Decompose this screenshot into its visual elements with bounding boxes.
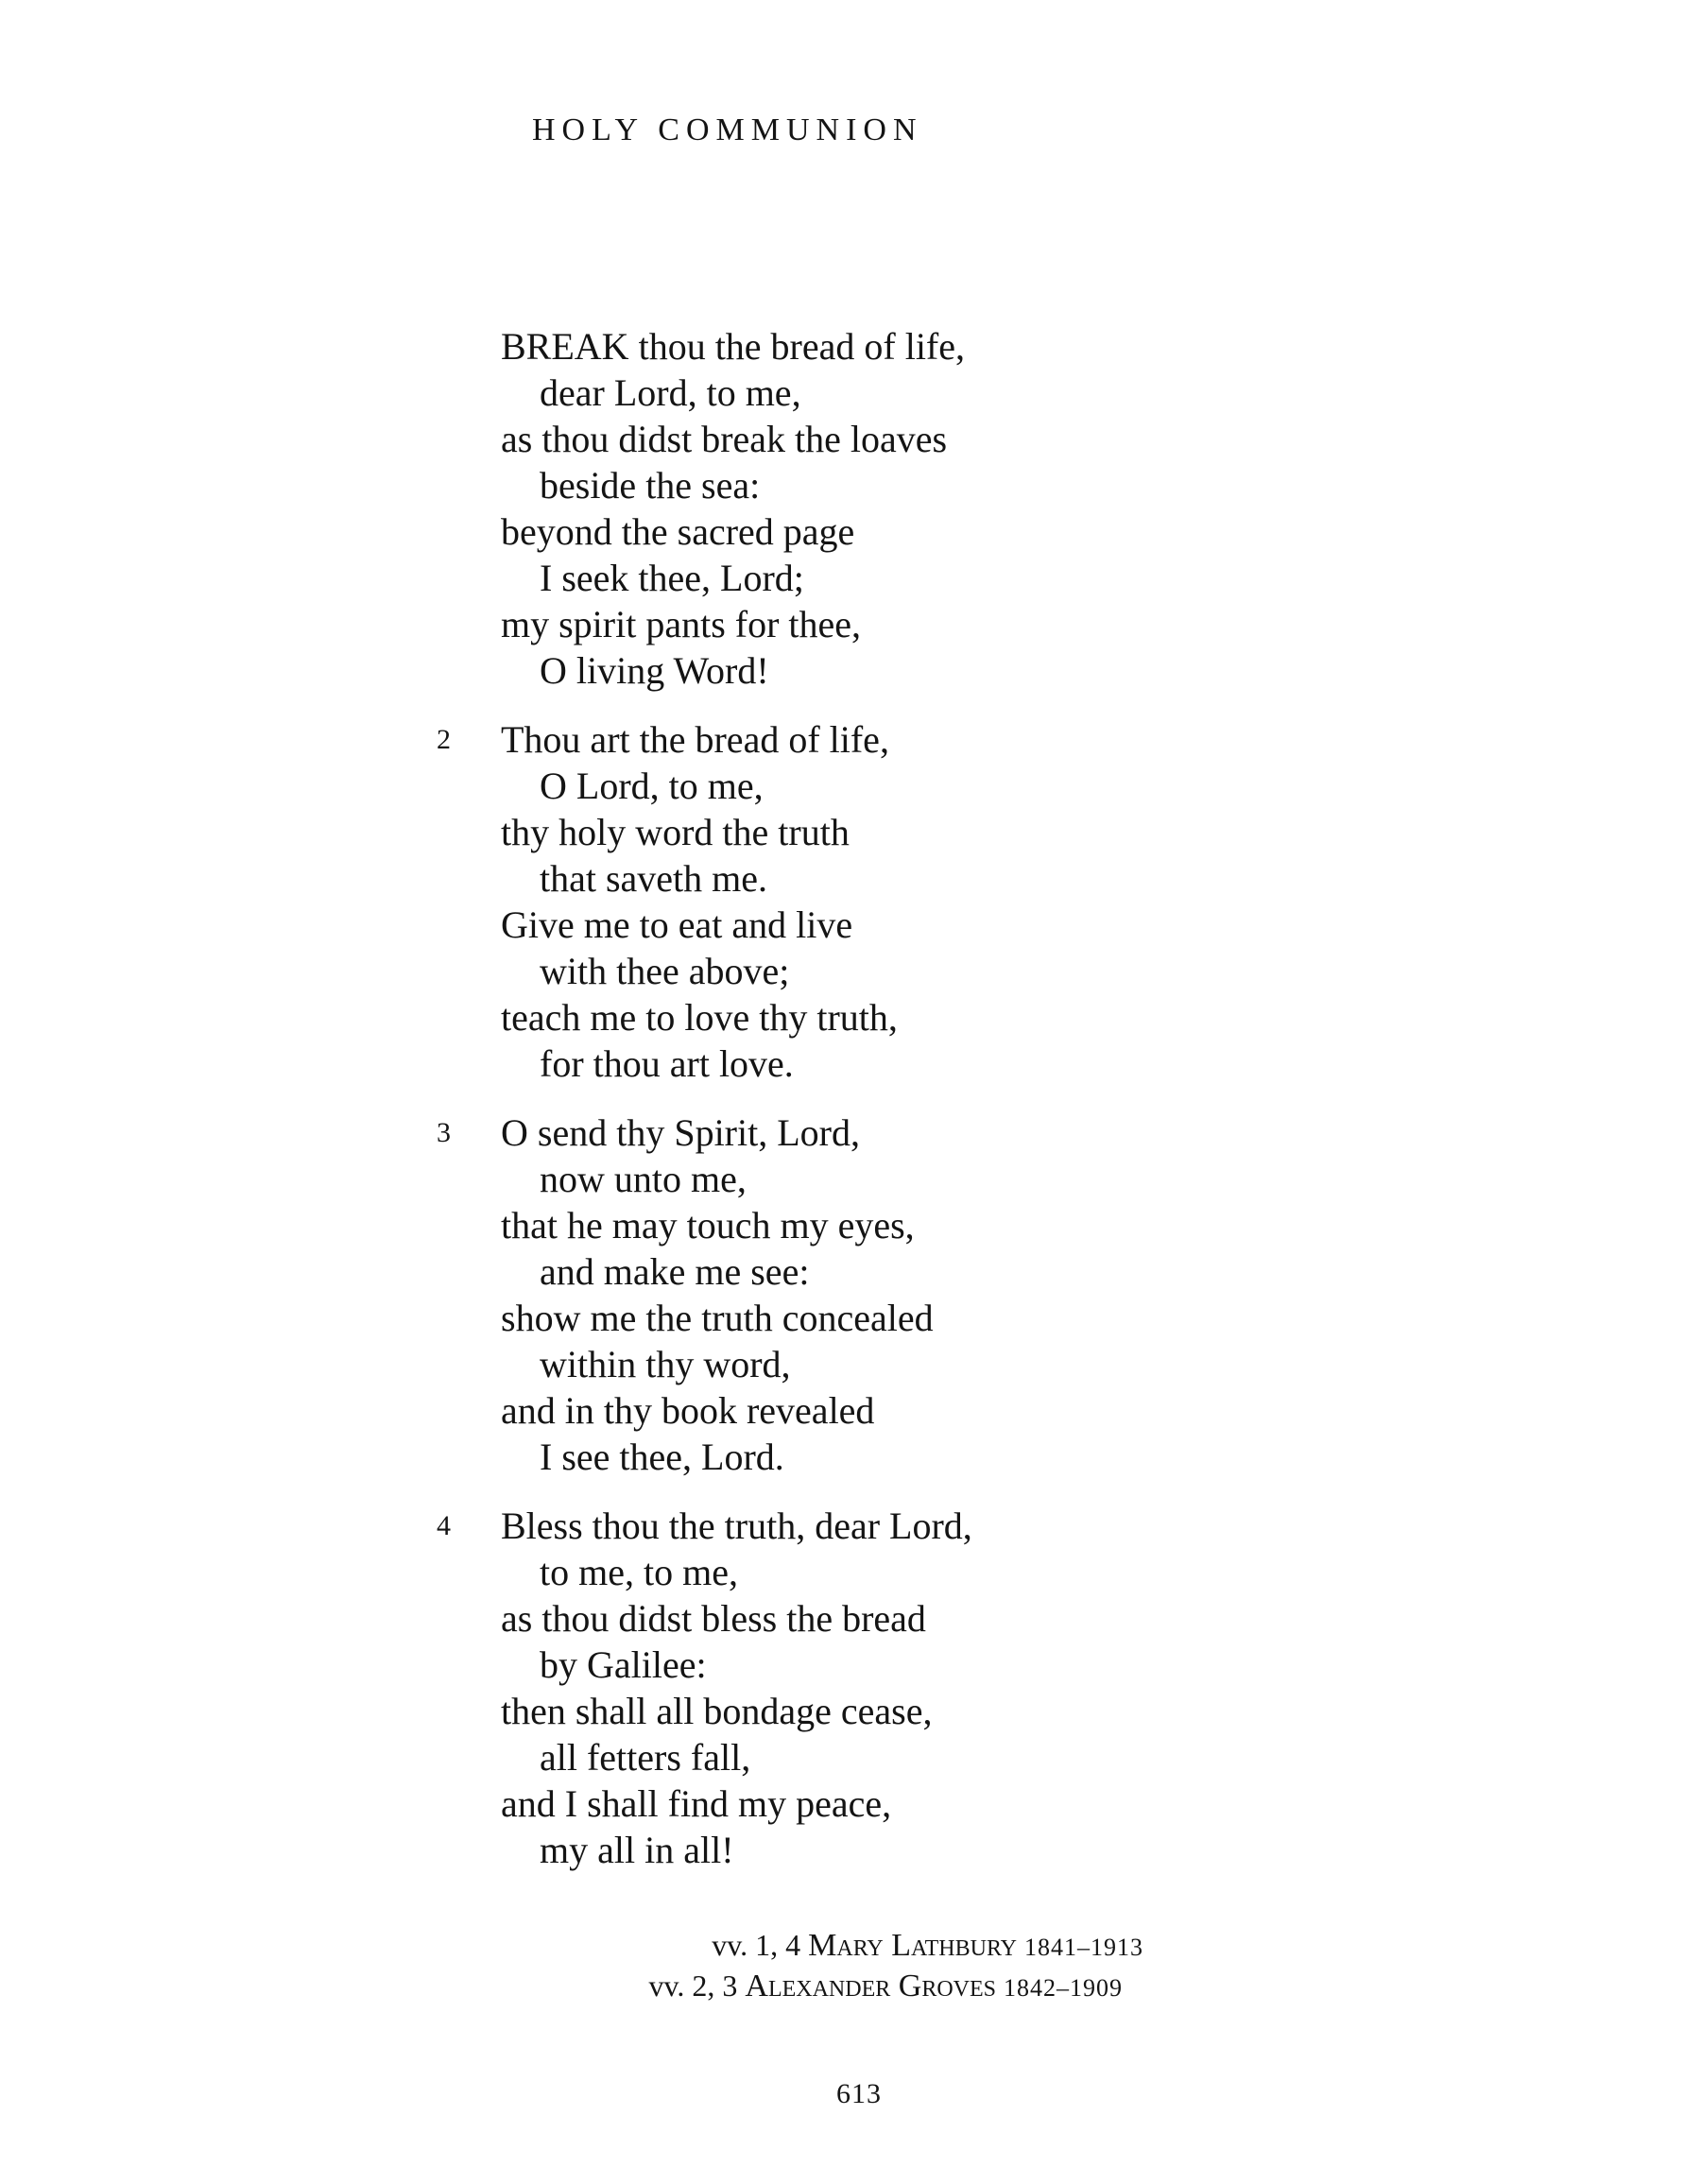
verse-line: that saveth me. <box>540 857 768 900</box>
verse-line: my spirit pants for thee, <box>501 603 862 645</box>
attribution-verses: vv. 2, 3 <box>648 1969 738 2003</box>
verse-line: as thou didst bless the bread <box>501 1597 926 1640</box>
verse-line: then shall all bondage cease, <box>501 1690 933 1732</box>
verse-line: my all in all! <box>540 1829 734 1871</box>
opening-word: BREAK <box>501 325 629 368</box>
verse-number: 4 <box>437 1510 451 1541</box>
page-header: HOLY COMMUNION <box>532 112 923 147</box>
verse-line: dear Lord, to me, <box>540 371 801 414</box>
verse-line: all fetters fall, <box>540 1736 751 1779</box>
verse-line: O send thy Spirit, Lord, <box>501 1111 860 1154</box>
verse-line: now unto me, <box>540 1158 747 1200</box>
verse-line: as thou didst break the loaves <box>501 418 948 460</box>
verse-line: show me the truth concealed <box>501 1297 934 1339</box>
attribution-author: Mary Lathbury <box>808 1928 1017 1963</box>
verse-line: Bless thou the truth, dear Lord, <box>501 1505 972 1547</box>
verse-2 <box>0 716 1701 1087</box>
verse-line: to me, to me, <box>540 1551 738 1593</box>
verse-line: I seek thee, Lord; <box>540 557 804 599</box>
verse-line: by Galilee: <box>540 1643 707 1686</box>
verse-number: 3 <box>437 1117 451 1148</box>
verse-4 <box>0 1503 1701 1873</box>
verse-line: within thy word, <box>540 1343 791 1385</box>
verse-line: BREAK thou the bread of life, <box>501 325 966 368</box>
verse-line: teach me to love thy truth, <box>501 996 898 1039</box>
page-number: 613 <box>836 2078 882 2109</box>
verse-line: Give me to eat and live <box>501 903 853 946</box>
hymn-text <box>0 323 1701 1896</box>
verse-line: and I shall find my peace, <box>501 1782 892 1825</box>
verse-line: that he may touch my eyes, <box>501 1204 915 1247</box>
verse-line: Thou art the bread of life, <box>501 718 889 761</box>
verse-line: beside the sea: <box>540 464 761 507</box>
verse-line: for thou art love. <box>540 1042 794 1085</box>
verse-line: thy holy word the truth <box>501 811 850 853</box>
attribution-years: 1842–1909 <box>1004 1974 1123 2002</box>
verse-line: and make me see: <box>540 1250 810 1293</box>
verse-line: O living Word! <box>540 649 769 692</box>
verse-3 <box>0 1109 1701 1480</box>
verse-line: with thee above; <box>540 950 790 992</box>
verse-line: and in thy book revealed <box>501 1389 875 1432</box>
verse-1 <box>0 323 1701 694</box>
verse-line: O Lord, to me, <box>540 765 764 807</box>
attribution-1 <box>0 1927 1143 1966</box>
attribution-author: Alexander Groves <box>745 1969 996 2003</box>
verse-number: 2 <box>437 724 451 755</box>
attribution-years: 1841–1913 <box>1024 1934 1143 1961</box>
verse-line: beyond the sacred page <box>501 510 855 553</box>
attribution-verses: vv. 1, 4 <box>712 1928 801 1962</box>
attribution-2 <box>0 1968 1123 2006</box>
verse-line: I see thee, Lord. <box>540 1436 784 1478</box>
